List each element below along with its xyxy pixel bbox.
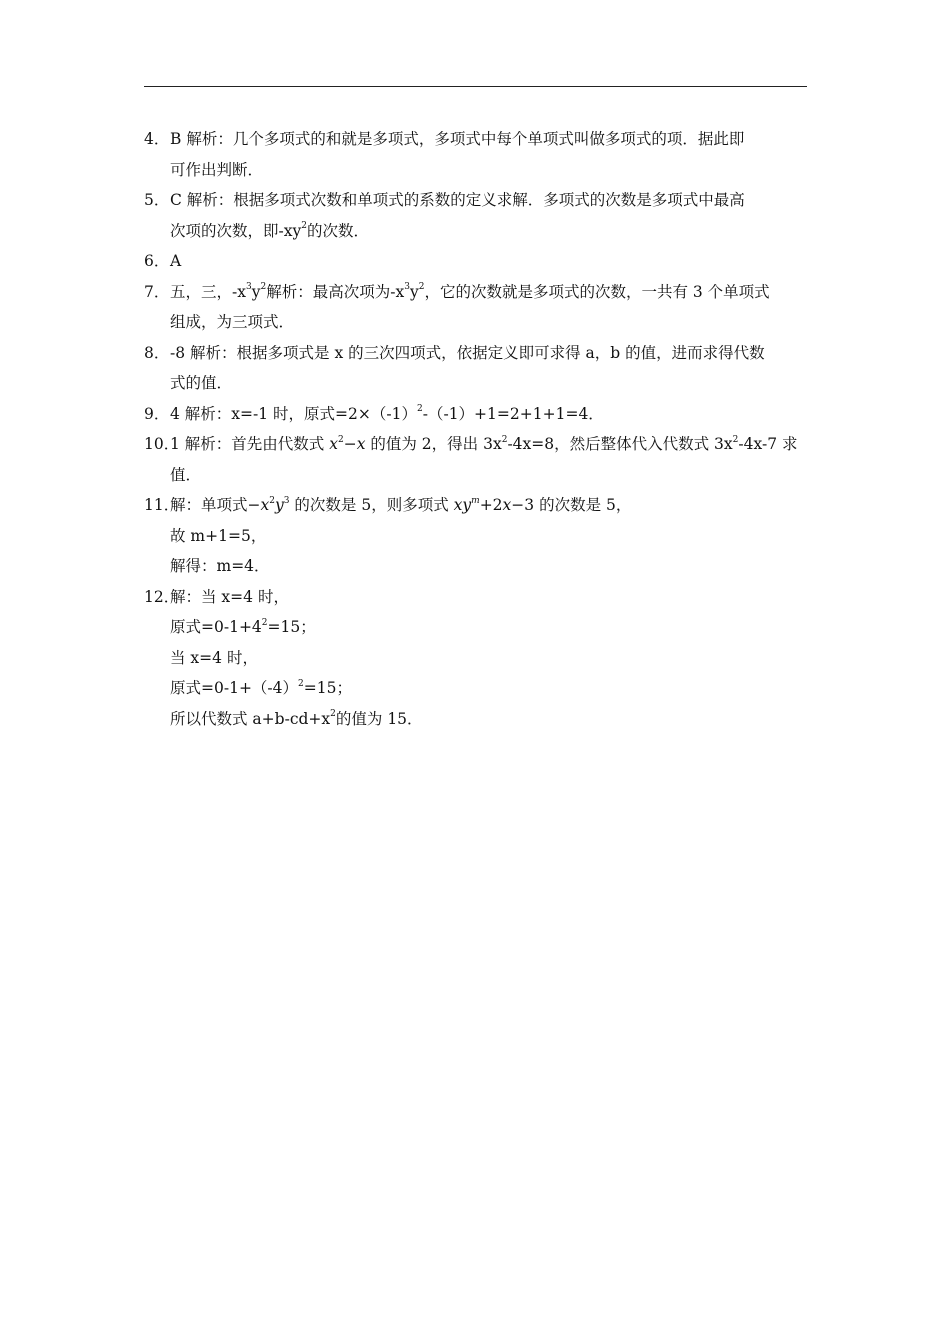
item-number: 12． [144, 587, 180, 606]
answer-item-5 [144, 185, 808, 246]
answer-text: C 解析：根据多项式次数和单项式的系数的定义求解．多项式的次数是多项式中最高 [170, 191, 745, 209]
answer-item-12 [144, 582, 808, 735]
item-number: 6． [144, 252, 170, 270]
answer-text: 次项的次数，即$-xy^2$的次数． [170, 221, 369, 240]
answer-text: 4 解析：x=-1 时，原式$=2\times(-1)^2-(-1)+1=2+1+1=4$． [170, 404, 604, 423]
answer-item-4 [144, 124, 808, 185]
item-number: 8． [144, 343, 170, 362]
answer-item-10 [144, 429, 808, 490]
item-number: 9． [144, 404, 170, 423]
header-rule [144, 86, 807, 87]
answer-list [144, 124, 808, 734]
answer-text: 可作出判断． [170, 160, 264, 179]
answer-item-6 [144, 246, 808, 277]
answer-text: 五，三，$-x^3y^2$解析：最高次项为$-x^3y^2$，它的次数就是多项式的次数，一共有 3 个单项式 [170, 282, 770, 301]
answer-text: -8 解析：根据多项式是 x 的三次四项式，依据定义即可求得 a，b 的值，进而求得代数 [170, 343, 765, 362]
item-number: 11． [144, 496, 180, 514]
answer-item-9 [144, 399, 808, 430]
item-number: 5． [144, 191, 170, 209]
answer-text: 原式$=0-1+4^2=15$； [170, 617, 316, 636]
item-number: 7． [144, 282, 170, 301]
answer-text: B 解析：几个多项式的和就是多项式，多项式中每个单项式叫做多项式的项．据此即 [170, 130, 745, 148]
answer-text: 组成，为三项式． [170, 313, 295, 331]
answer-text: A [170, 252, 182, 270]
answer-text: 当 x=4 时， [170, 648, 258, 667]
answer-text: 所以代数式 $a+b-cd+x^2$的值为 15． [170, 709, 423, 728]
answer-text: 原式$=0-1+(-4)^2=15$； [170, 678, 352, 697]
answer-text: 1 解析：首先由代数式 $x^2-x$ 的值为 2，得出 $3x^2-4x=8$，然后整体代入代数式 $3x^2-4x-7$ 求 [170, 434, 798, 453]
answer-text: 解：当 x=4 时， [170, 587, 289, 606]
answer-text: 解：单项式$-x^2y^3$ 的次数是 5，则多项式 $xy^m+2x-3$ 的次数是 5， [170, 495, 632, 514]
answer-text: 故 m+1=5， [170, 526, 267, 545]
item-number: 10． [144, 435, 180, 453]
answer-item-11 [144, 490, 808, 582]
item-number: 4． [144, 130, 170, 148]
answer-item-7 [144, 277, 808, 338]
answer-item-8 [144, 338, 808, 399]
answer-text: 式的值． [170, 374, 233, 392]
answer-text: 解得：m=4． [170, 557, 270, 575]
answer-text: 值． [170, 465, 202, 484]
